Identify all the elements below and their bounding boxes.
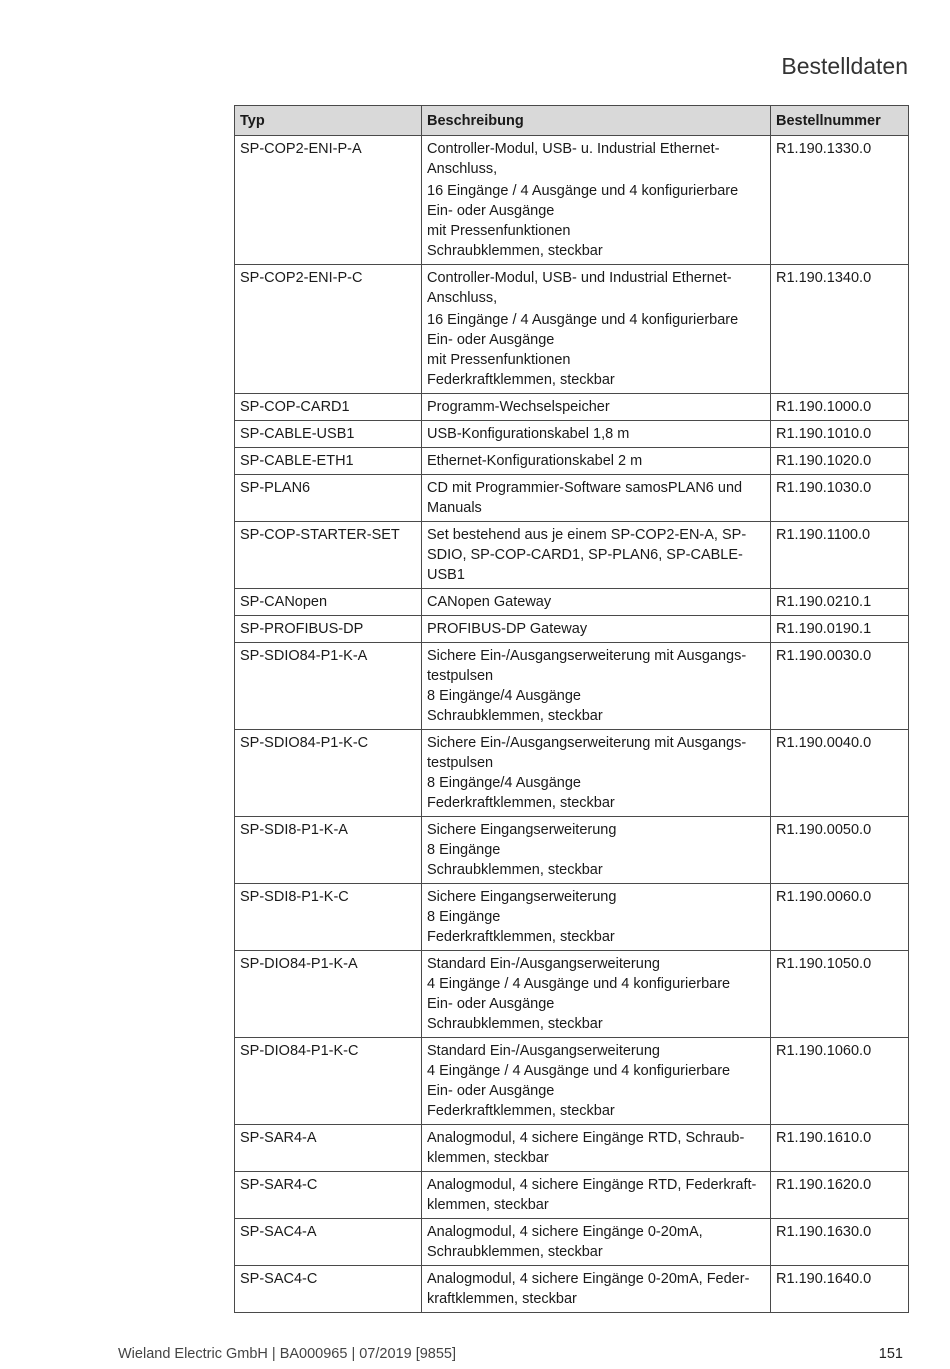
cell-type: SP-COP2-ENI-P-C: [235, 265, 422, 394]
cell-type: SP-PROFIBUS-DP: [235, 616, 422, 643]
description-line: Schraubklemmen, steckbar: [427, 862, 603, 878]
cell-type: SP-SDIO84-P1-K-A: [235, 643, 422, 730]
description-line: Controller-Modul, USB- u. Industrial Ethernet-: [427, 141, 720, 157]
description-line: Programm-Wechselspeicher: [427, 399, 610, 415]
description-line: Federkraftklemmen, steckbar: [427, 372, 615, 388]
description-line: mit Pressenfunktionen: [427, 223, 571, 239]
cell-description: [422, 616, 771, 643]
cell-type: SP-SAC4-A: [235, 1219, 422, 1266]
cell-type: SP-SDIO84-P1-K-C: [235, 730, 422, 817]
cell-type: SP-CABLE-USB1: [235, 421, 422, 448]
page-title: Bestelldaten: [781, 53, 908, 79]
cell-type: SP-CABLE-ETH1: [235, 448, 422, 475]
description-line: klemmen, steckbar: [427, 1150, 549, 1166]
cell-description: [422, 817, 771, 884]
description-line: Sichere Ein-/Ausgangserweiterung mit Ausgangs-: [427, 735, 747, 751]
description-line: Sichere Ein-/Ausgangserweiterung mit Ausgangs-: [427, 648, 747, 664]
table-row: [235, 884, 909, 951]
description-line: 8 Eingänge: [427, 909, 501, 925]
cell-type: SP-SAC4-C: [235, 1266, 422, 1313]
description-line: Analogmodul, 4 sichere Eingänge 0-20mA, Feder-: [427, 1271, 750, 1287]
cell-order-number: R1.190.1340.0: [771, 265, 909, 394]
table-row: [235, 616, 909, 643]
cell-description: [422, 522, 771, 589]
cell-order-number: R1.190.1030.0: [771, 475, 909, 522]
description-line: Anschluss,: [427, 161, 498, 177]
cell-order-number: R1.190.0030.0: [771, 643, 909, 730]
description-line: Ein- oder Ausgänge: [427, 203, 555, 219]
description-line: Sichere Eingangserweiterung: [427, 822, 617, 838]
table-row: [235, 448, 909, 475]
table-row: [235, 522, 909, 589]
description-line: klemmen, steckbar: [427, 1197, 549, 1213]
description-line: 4 Eingänge / 4 Ausgänge und 4 konfigurierbare: [427, 1063, 731, 1079]
description-line: 8 Eingänge/4 Ausgänge: [427, 775, 581, 791]
description-line: Federkraftklemmen, steckbar: [427, 795, 615, 811]
description-line: testpulsen: [427, 755, 494, 771]
description-line: Schraubklemmen, steckbar: [427, 708, 603, 724]
table-row: [235, 1172, 909, 1219]
column-header-order-number: Bestellnummer: [771, 106, 909, 136]
description-line: Ein- oder Ausgänge: [427, 996, 555, 1012]
cell-description: [422, 448, 771, 475]
description-line: Federkraftklemmen, steckbar: [427, 929, 615, 945]
cell-order-number: R1.190.1020.0: [771, 448, 909, 475]
description-line: Analogmodul, 4 sichere Eingänge 0-20mA,: [427, 1224, 703, 1240]
description-line: testpulsen: [427, 668, 494, 684]
table-row: [235, 1125, 909, 1172]
cell-order-number: R1.190.1050.0: [771, 951, 909, 1038]
column-header-type: Typ: [235, 106, 422, 136]
description-line: 16 Eingänge / 4 Ausgänge und 4 konfigurierbare: [427, 312, 739, 328]
cell-order-number: R1.190.0060.0: [771, 884, 909, 951]
description-line: 4 Eingänge / 4 Ausgänge und 4 konfigurierbare: [427, 976, 731, 992]
footer-document-info: Wieland Electric GmbH | BA000965 | 07/2019 [9855]: [118, 1346, 457, 1362]
description-line: CD mit Programmier-Software samosPLAN6 und: [427, 480, 743, 496]
cell-description: [422, 589, 771, 616]
table-row: [235, 1219, 909, 1266]
cell-type: SP-SDI8-P1-K-A: [235, 817, 422, 884]
cell-description: [422, 1219, 771, 1266]
cell-type: SP-SAR4-A: [235, 1125, 422, 1172]
table-row: [235, 421, 909, 448]
table-row: [235, 730, 909, 817]
table-row: [235, 589, 909, 616]
column-header-description: Beschreibung: [422, 106, 771, 136]
cell-type: SP-DIO84-P1-K-A: [235, 951, 422, 1038]
table-row: [235, 394, 909, 421]
description-line: Standard Ein-/Ausgangserweiterung: [427, 1043, 660, 1059]
cell-order-number: R1.190.1610.0: [771, 1125, 909, 1172]
description-line: Ethernet-Konfigurationskabel 2 m: [427, 453, 643, 469]
description-line: 8 Eingänge/4 Ausgänge: [427, 688, 581, 704]
footer-page-number: 151: [878, 1346, 903, 1362]
cell-description: [422, 136, 771, 265]
cell-type: SP-CANopen: [235, 589, 422, 616]
description-line: Controller-Modul, USB- und Industrial Ethernet-: [427, 270, 732, 286]
cell-type: SP-DIO84-P1-K-C: [235, 1038, 422, 1125]
description-line: 8 Eingänge: [427, 842, 501, 858]
table-row: [235, 817, 909, 884]
description-line: Manuals: [427, 500, 482, 516]
description-line: Schraubklemmen, steckbar: [427, 1244, 603, 1260]
table-row: [235, 136, 909, 265]
cell-order-number: R1.190.0040.0: [771, 730, 909, 817]
description-line: Schraubklemmen, steckbar: [427, 243, 603, 259]
cell-type: SP-COP-CARD1: [235, 394, 422, 421]
cell-type: SP-PLAN6: [235, 475, 422, 522]
cell-order-number: R1.190.1640.0: [771, 1266, 909, 1313]
cell-description: [422, 643, 771, 730]
description-line: Analogmodul, 4 sichere Eingänge RTD, Schraub-: [427, 1130, 745, 1146]
cell-order-number: R1.190.1620.0: [771, 1172, 909, 1219]
cell-description: [422, 421, 771, 448]
table-row: [235, 1266, 909, 1313]
description-line: USB-Konfigurationskabel 1,8 m: [427, 426, 630, 442]
cell-description: [422, 1172, 771, 1219]
cell-type: SP-SDI8-P1-K-C: [235, 884, 422, 951]
description-line: Set bestehend aus je einem SP-COP2-EN-A, SP-: [427, 527, 747, 543]
cell-description: [422, 1266, 771, 1313]
cell-description: [422, 1125, 771, 1172]
cell-order-number: R1.190.0210.1: [771, 589, 909, 616]
cell-order-number: R1.190.0190.1: [771, 616, 909, 643]
cell-type: SP-COP2-ENI-P-A: [235, 136, 422, 265]
table-row: [235, 951, 909, 1038]
table-header-row: [235, 106, 909, 136]
cell-description: [422, 1038, 771, 1125]
description-line: Standard Ein-/Ausgangserweiterung: [427, 956, 660, 972]
description-line: CANopen Gateway: [427, 594, 552, 610]
table-row: [235, 265, 909, 394]
cell-order-number: R1.190.1100.0: [771, 522, 909, 589]
description-line: kraftklemmen, steckbar: [427, 1291, 577, 1307]
table-body: [235, 136, 909, 1313]
cell-description: [422, 265, 771, 394]
description-line: Schraubklemmen, steckbar: [427, 1016, 603, 1032]
table-row: [235, 643, 909, 730]
cell-type: SP-COP-STARTER-SET: [235, 522, 422, 589]
description-line: Anschluss,: [427, 290, 498, 306]
cell-order-number: R1.190.1630.0: [771, 1219, 909, 1266]
cell-description: [422, 394, 771, 421]
table-row: [235, 475, 909, 522]
description-line: Federkraftklemmen, steckbar: [427, 1103, 615, 1119]
description-line: Ein- oder Ausgänge: [427, 332, 555, 348]
table-row: [235, 1038, 909, 1125]
cell-description: [422, 475, 771, 522]
cell-order-number: R1.190.1010.0: [771, 421, 909, 448]
description-line: Sichere Eingangserweiterung: [427, 889, 617, 905]
cell-description: [422, 730, 771, 817]
description-line: SDIO, SP-COP-CARD1, SP-PLAN6, SP-CABLE-USB1: [427, 547, 743, 583]
description-line: PROFIBUS-DP Gateway: [427, 621, 588, 637]
description-line: Ein- oder Ausgänge: [427, 1083, 555, 1099]
cell-type: SP-SAR4-C: [235, 1172, 422, 1219]
description-line: mit Pressenfunktionen: [427, 352, 571, 368]
cell-order-number: R1.190.1060.0: [771, 1038, 909, 1125]
cell-order-number: R1.190.0050.0: [771, 817, 909, 884]
cell-order-number: R1.190.1000.0: [771, 394, 909, 421]
description-line: Analogmodul, 4 sichere Eingänge RTD, Federkraft-: [427, 1177, 757, 1193]
cell-description: [422, 884, 771, 951]
order-data-table: [234, 105, 909, 1313]
cell-description: [422, 951, 771, 1038]
cell-order-number: R1.190.1330.0: [771, 136, 909, 265]
description-line: 16 Eingänge / 4 Ausgänge und 4 konfigurierbare: [427, 183, 739, 199]
